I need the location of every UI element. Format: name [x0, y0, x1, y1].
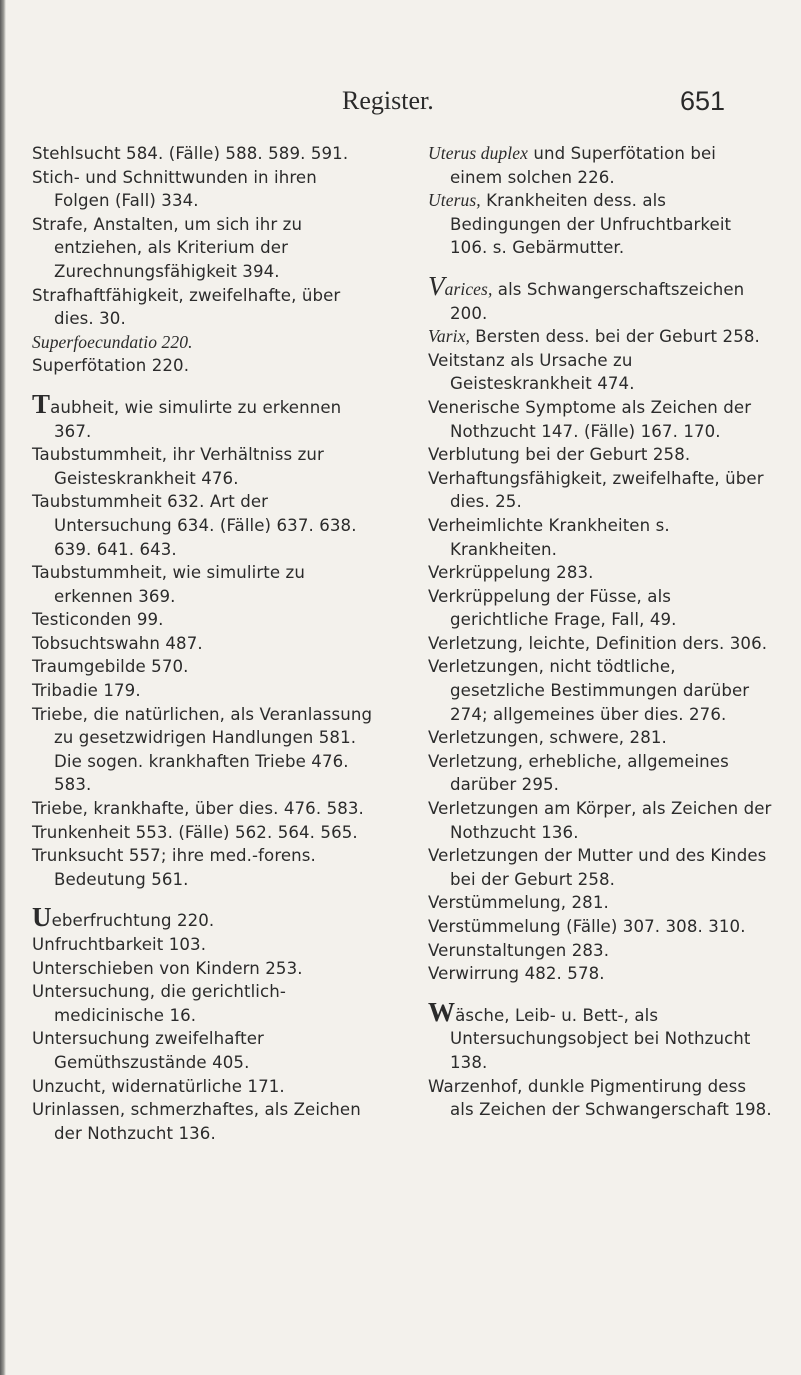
page-binding-edge [0, 0, 6, 1375]
index-entry: Untersuchung zweifelhafter Gemüthszustände 405. [32, 1029, 264, 1072]
index-entry: Varix, Bersten dess. bei der Geburt 258. [428, 326, 760, 347]
index-entry: Verstümmelung, 281. [428, 893, 609, 913]
index-entry: Strafhaftfähigkeit, zweifelhafte, über dies. 30. [32, 285, 341, 329]
index-entry: Uterus, Krankheiten dess. als Bedingungen der Unfruchtbarkeit 106. s. Gebärmutter. [428, 190, 732, 258]
index-entry: Traumgebilde 570. [32, 657, 189, 677]
index-entry: Untersuchung, die gerichtlich-medicinische 16. [32, 982, 286, 1025]
index-entry: Taubheit, wie simulirte zu erkennen 367. [32, 388, 342, 441]
index-entry: Ueberfruchtung 220. [32, 902, 215, 933]
header-title: Register. [342, 86, 434, 115]
index-entry: Varices, als Schwangerschaftszeichen 200. [428, 270, 745, 323]
index-entry: Verletzung, erhebliche, allgemeines darüber 295. [428, 751, 729, 795]
index-entry: Verblutung bei der Geburt 258. [428, 445, 691, 465]
index-entry: Unfruchtbarkeit 103. [32, 935, 207, 954]
index-entry: Venerische Symptome als Zeichen der Nothzucht 147. (Fälle) 167. 170. [428, 397, 752, 441]
index-entry: Verletzungen am Körper, als Zeichen der Nothzucht 136. [428, 799, 772, 842]
index-entry: Verkrüppelung der Füsse, als gerichtliche Frage, Fall, 49. [428, 586, 677, 630]
index-entry: Testiconden 99. [32, 610, 164, 630]
index-entry: Unterschieben von Kindern 253. [32, 958, 303, 978]
index-entry: Stehlsucht 584. (Fälle) 588. 589. 591. [32, 144, 349, 163]
index-entry: Superfoecundatio 220. [32, 331, 193, 352]
index-entry: Verwirrung 482. 578. [428, 964, 605, 984]
index-entry: Taubstummheit, wie simulirte zu erkennen 369. [32, 563, 305, 606]
index-entry: Superfötation 220. [32, 356, 190, 376]
index-entry: Taubstummheit 632. Art der Untersuchung 634. (Fälle) 637. 638. 639. 641. 643. [32, 492, 357, 559]
index-entry: Triebe, krankhafte, über dies. 476. 583. [32, 799, 364, 819]
index-entry: Stich- und Schnittwunden in ihren Folgen (Fall) 334. [32, 167, 317, 211]
index-entry: Strafe, Anstalten, um sich ihr zu entziehen, als Kriterium der Zurechnungsfähigkeit 394. [32, 214, 303, 281]
index-entry: Tribadie 179. [32, 681, 141, 701]
index-entry: Wäsche, Leib- u. Bett-, als Untersuchungsobject bei Nothzucht 138. [428, 996, 751, 1072]
left-column [32, 142, 377, 1145]
index-entry: Trunkenheit 553. (Fälle) 562. 564. 565. [32, 822, 358, 842]
right-column [428, 142, 773, 1122]
index-entry: Veitstanz als Ursache zu Geisteskrankheit 474. [428, 350, 635, 394]
index-entry: Triebe, die natürlichen, als Veranlassung zu gesetzwidrigen Handlungen 581. Die sogen. krankhaften Triebe 476. 583. [32, 704, 373, 795]
index-entry: Verkrüppelung 283. [428, 563, 594, 583]
index-entry: Verletzungen, nicht tödtliche, gesetzliche Bestimmungen darüber 274; allgemeines über dies. 276. [428, 657, 750, 724]
index-entry: Verstümmelung (Fälle) 307. 308. 310. [428, 917, 746, 936]
index-entry: Verhaftungsfähigkeit, zweifelhafte, über dies. 25. [428, 468, 764, 512]
index-entry: Warzenhof, dunkle Pigmentirung dess als Zeichen der Schwangerschaft 198. [428, 1076, 772, 1120]
index-entry: Verunstaltungen 283. [428, 940, 610, 960]
page-header [0, 86, 801, 126]
index-entry: Tobsuchtswahn 487. [32, 633, 203, 653]
index-entry: Unzucht, widernatürliche 171. [32, 1076, 285, 1096]
index-entry: Taubstummheit, ihr Verhältniss zur Geisteskrankheit 476. [32, 445, 324, 488]
index-entry: Verletzungen der Mutter und des Kindes bei der Geburt 258. [428, 846, 767, 889]
page-number: 651 [680, 86, 726, 116]
index-entry: Trunksucht 557; ihre med.-forens. Bedeutung 561. [32, 846, 316, 889]
index-entry: Verheimlichte Krankheiten s. Krankheiten. [428, 515, 670, 559]
index-entry: Verletzungen, schwere, 281. [428, 728, 667, 748]
index-entry: Urinlassen, schmerzhaftes, als Zeichen der Nothzucht 136. [32, 1100, 361, 1143]
index-entry: Verletzung, leichte, Definition ders. 306. [428, 633, 768, 653]
index-entry: Uterus duplex und Superfötation bei einem solchen 226. [428, 143, 716, 187]
